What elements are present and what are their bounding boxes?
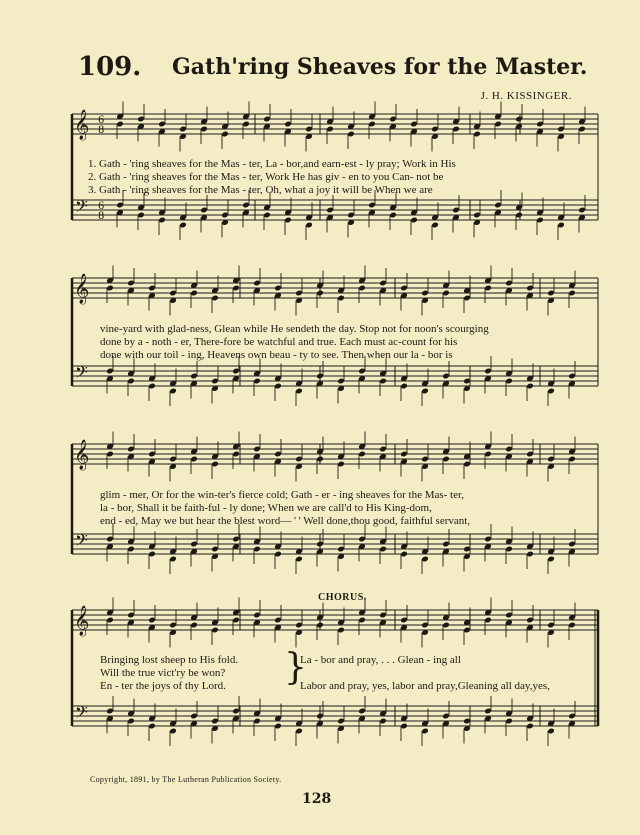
svg-text:𝄢: 𝄢 [75, 530, 88, 554]
verse-2-line: 2. Gath - 'ring sheaves for the Mas - ter, Work He has giv - en to you Can- not be [88, 171, 444, 183]
clefs [74, 109, 104, 726]
svg-text:6: 6 [98, 115, 105, 126]
svg-text:8: 8 [98, 125, 105, 136]
chorus-label: CHORUS. [318, 592, 367, 603]
note-heads [106, 102, 586, 747]
chorus-left-line: En - ter the joys of thy Lord. [100, 680, 226, 692]
verse-1-line: glim - mer, Or for the win-ter's fierce cold; Gath - er - ing sheaves for the Mas- ter, [100, 489, 464, 501]
chorus-right-line: La - bor and pray, . . . Glean - ing all [300, 654, 461, 666]
system-1-lyrics [88, 158, 596, 197]
system-3-lyrics [100, 489, 596, 528]
chorus-left-lyrics [100, 654, 290, 693]
svg-text:8: 8 [98, 211, 105, 222]
verse-1-line: 1. Gath - 'ring sheaves for the Mas - ter, La - bor,and earn-est - ly pray; Work in His [88, 158, 456, 170]
composer-credit: J. H. KISSINGER. [480, 90, 572, 102]
system-2-lyrics [100, 323, 596, 362]
svg-text:6: 6 [98, 201, 105, 212]
svg-text:𝄞: 𝄞 [74, 274, 90, 304]
page-number: 128 [302, 791, 332, 807]
chorus-left-line: Bringing lost sheep to His fold. [100, 654, 239, 666]
svg-text:𝄞: 𝄞 [74, 606, 90, 636]
svg-text:𝄢: 𝄢 [75, 702, 88, 726]
hymn-title: Gath'ring Sheaves for the Master. [172, 54, 588, 80]
svg-text:𝄢: 𝄢 [75, 196, 88, 220]
verse-3-line: 3. Gath - 'ring sheaves for the Mas - ter, Oh, what a joy it will be When we are [88, 184, 433, 196]
chorus-right-line: Labor and pray, yes, labor and pray,Gleaning all day,yes, [300, 680, 550, 692]
svg-text:𝄞: 𝄞 [74, 110, 90, 140]
svg-text:𝄢: 𝄢 [75, 362, 88, 386]
verse-2-line: done by a - noth - er, There-fore be watchful and true. Each must ac-count for his [100, 336, 458, 348]
chorus-left-line: Will the true vict'ry be won? [100, 667, 226, 679]
verse-3-line: done with our toil - ing, Heavens own beau - ty to see. Then when our la - bor is [100, 349, 453, 361]
verse-2-line: la - bor, Shall it be faith-ful - ly done; When we are call'd to His King-dom, [100, 502, 432, 514]
lyric-brace: } [284, 647, 307, 688]
copyright-notice: Copyright, 1891, by The Lutheran Publication Society. [90, 775, 282, 784]
hymn-number: 109. [78, 52, 142, 82]
chorus-right-line [300, 667, 600, 680]
verse-1-line: vine-yard with glad-ness, Glean while He sendeth the day. Stop not for noon's scourging [100, 323, 489, 335]
chorus-right-lyrics [300, 654, 600, 693]
svg-text:𝄞: 𝄞 [74, 440, 90, 470]
verse-3-line: end - ed, May we but hear the blest word— ' ' Well done,thou good, faithful servant, [100, 515, 471, 527]
